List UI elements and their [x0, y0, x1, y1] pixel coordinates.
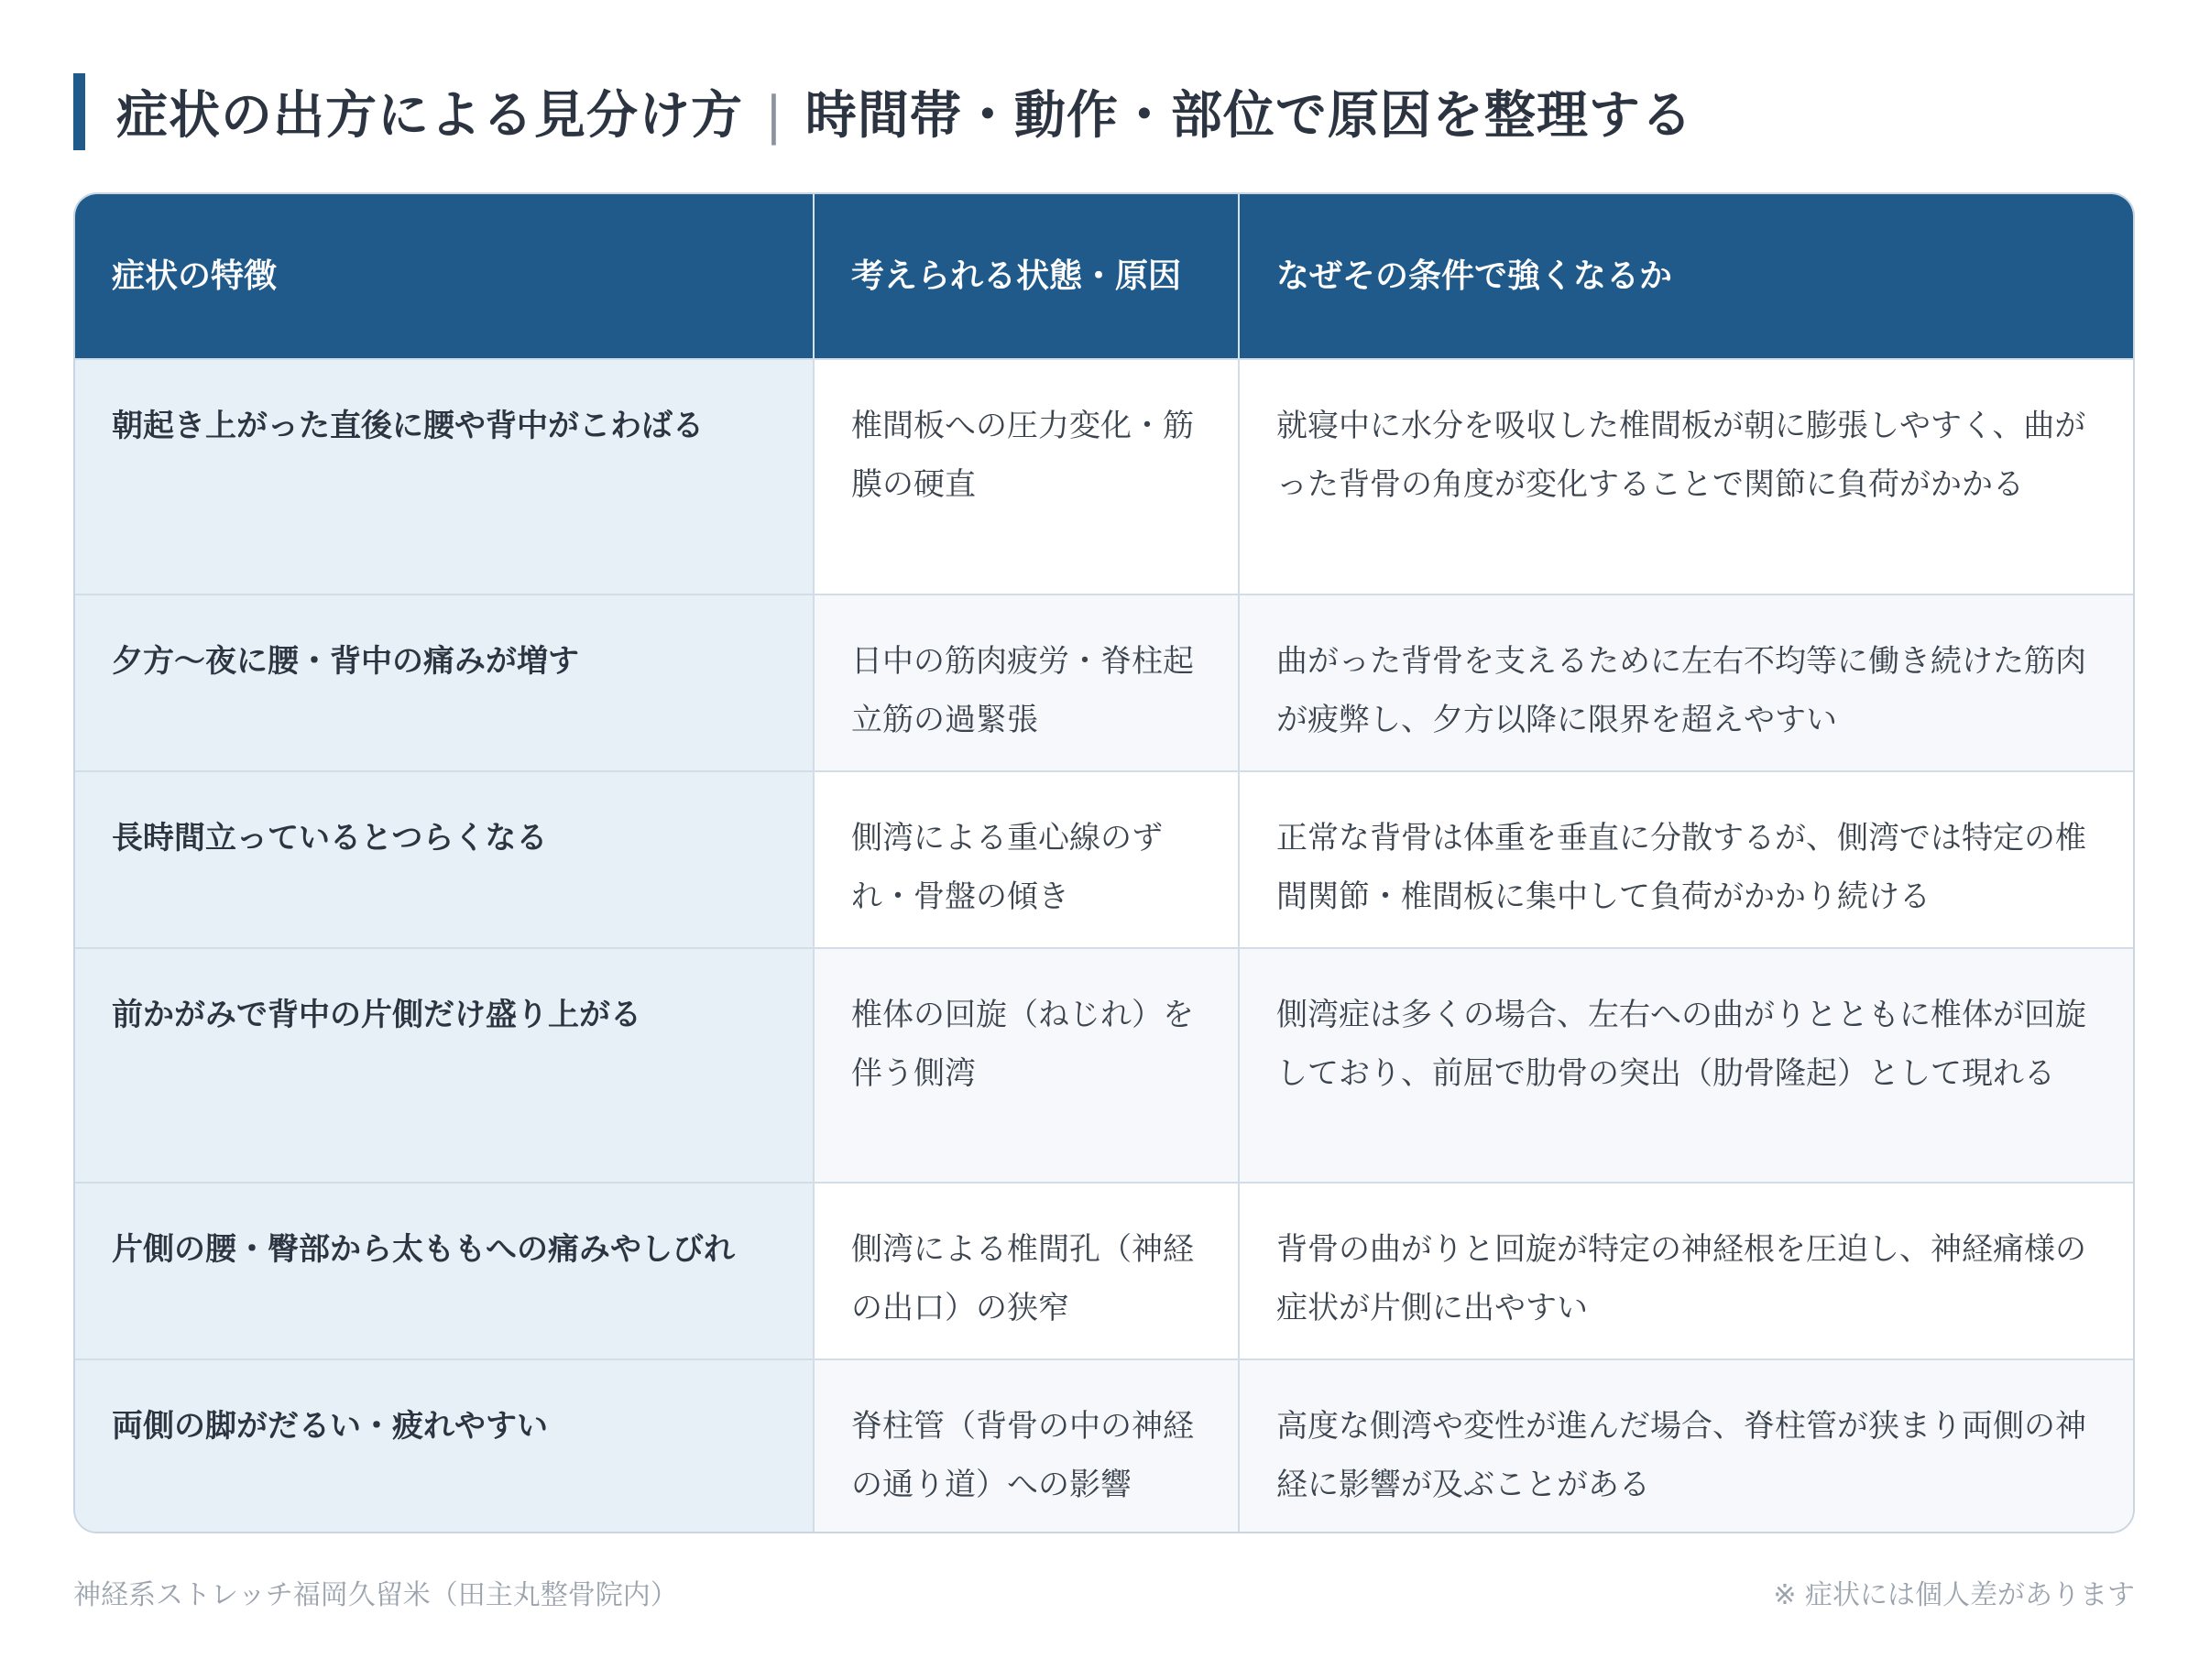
footer-note: ※ 症状には個人差があります	[1773, 1579, 2135, 1611]
cause-cell: 椎間板への圧力変化・筋膜の硬直	[814, 359, 1239, 595]
reason-cell: 曲がった背骨を支えるために左右不均等に働き続けた筋肉が疲弊し、夕方以降に限界を超えやすい	[1239, 595, 2133, 771]
header-cause: 考えられる状態・原因	[814, 194, 1239, 359]
table-row	[75, 1359, 2133, 1533]
header-symptom: 症状の特徴	[75, 194, 814, 359]
reason-cell: 高度な側湾や変性が進んだ場合、脊柱管が狭まり両側の神経に影響が及ぶことがある	[1239, 1359, 2133, 1533]
title-accent-bar	[73, 73, 85, 150]
cause-cell: 側湾による椎間孔（神経の出口）の狭窄	[814, 1183, 1239, 1359]
page-title-sub: 時間帯・動作・部位で原因を整理する	[804, 86, 1693, 146]
table-row	[75, 595, 2133, 771]
symptom-table	[75, 194, 2133, 1533]
cause-cell: 側湾による重心線のずれ・骨盤の傾き	[814, 771, 1239, 948]
symptom-cell: 長時間立っているとつらくなる	[75, 771, 814, 948]
page-title-block	[73, 73, 1693, 150]
symptom-cell: 片側の腰・臀部から太ももへの痛みやしびれ	[75, 1183, 814, 1359]
symptom-cell: 両側の脚がだるい・疲れやすい	[75, 1359, 814, 1533]
table-body	[75, 359, 2133, 1533]
cause-cell: 脊柱管（背骨の中の神経の通り道）への影響	[814, 1359, 1239, 1533]
reason-cell: 側湾症は多くの場合、左右への曲がりとともに椎体が回旋しており、前屈で肋骨の突出（肋骨隆起）として現れる	[1239, 948, 2133, 1183]
footer-source: 神経系ストレッチ福岡久留米（田主丸整骨院内）	[73, 1579, 678, 1611]
reason-cell: 就寝中に水分を吸収した椎間板が朝に膨張しやすく、曲がった背骨の角度が変化することで関節に負荷がかかる	[1239, 359, 2133, 595]
page-title	[116, 75, 1693, 148]
symptom-cell: 夕方〜夜に腰・背中の痛みが増す	[75, 595, 814, 771]
table-header-row	[75, 194, 2133, 359]
page-title-main: 症状の出方による見分け方	[116, 86, 743, 146]
cause-cell: 椎体の回旋（ねじれ）を伴う側湾	[814, 948, 1239, 1183]
symptom-table-card	[73, 192, 2135, 1533]
title-separator: |	[765, 86, 783, 146]
reason-cell: 背骨の曲がりと回旋が特定の神経根を圧迫し、神経痛様の症状が片側に出やすい	[1239, 1183, 2133, 1359]
table-row	[75, 948, 2133, 1183]
cause-cell: 日中の筋肉疲労・脊柱起立筋の過緊張	[814, 595, 1239, 771]
table-row	[75, 359, 2133, 595]
table-row	[75, 771, 2133, 948]
table-row	[75, 1183, 2133, 1359]
symptom-cell: 朝起き上がった直後に腰や背中がこわばる	[75, 359, 814, 595]
table-header	[75, 194, 2133, 359]
symptom-cell: 前かがみで背中の片側だけ盛り上がる	[75, 948, 814, 1183]
header-reason: なぜその条件で強くなるか	[1239, 194, 2133, 359]
reason-cell: 正常な背骨は体重を垂直に分散するが、側湾では特定の椎間関節・椎間板に集中して負荷がかかり続ける	[1239, 771, 2133, 948]
